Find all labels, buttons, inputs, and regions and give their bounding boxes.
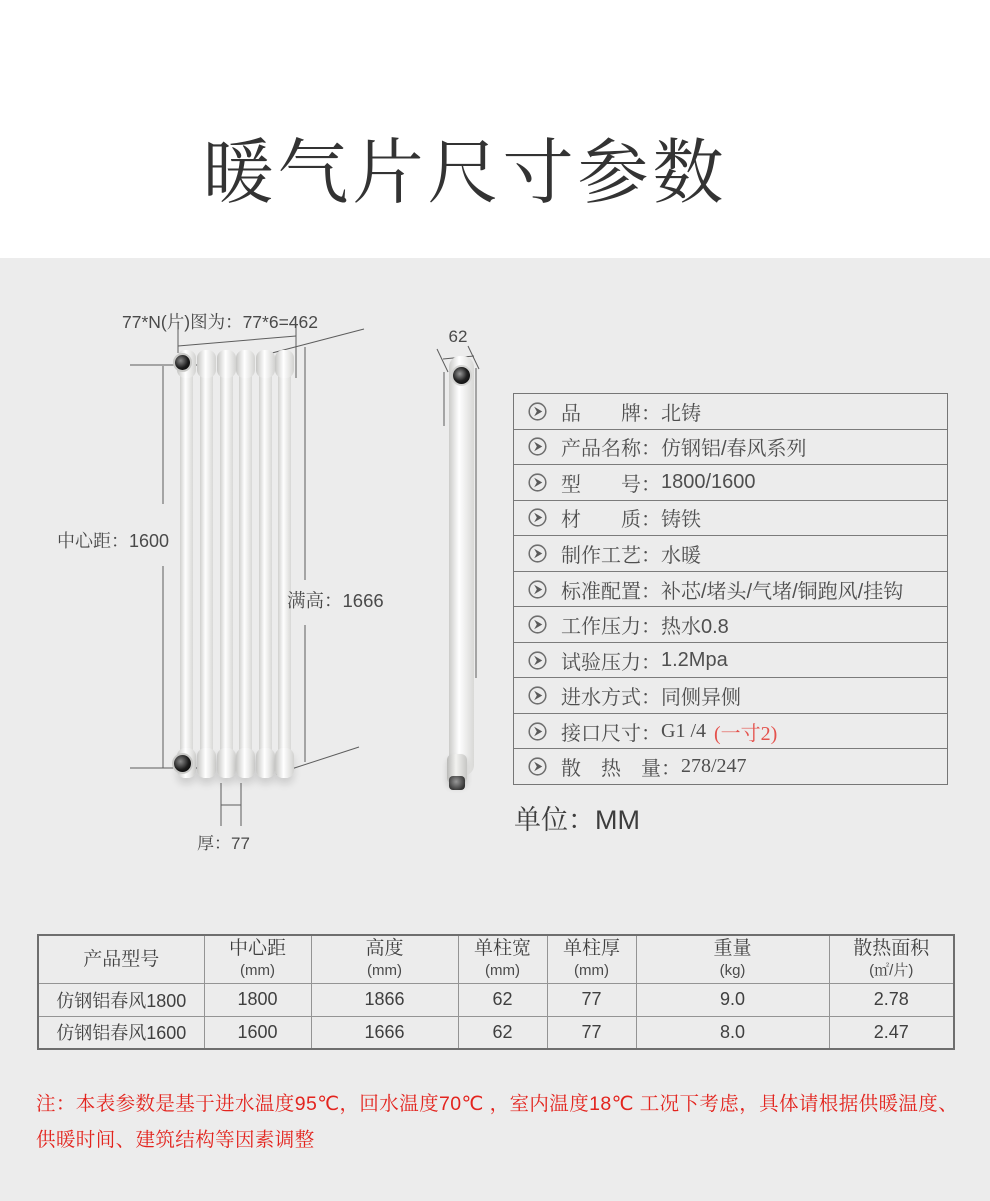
col-header-weight: 重量 (kg) [636, 935, 829, 983]
spec-row-test-pressure [514, 642, 947, 678]
arrow-circle-icon [527, 614, 548, 635]
col-header-heat-area: 散热面积 (㎡/片) [829, 935, 954, 983]
cell-model: 仿钢铝春风1800 [38, 983, 204, 1016]
radiator-tube [220, 370, 233, 754]
spec-row-interface-size [514, 713, 947, 749]
radiator-side-column [449, 356, 474, 776]
cell-center-distance: 1800 [204, 983, 311, 1016]
valve-port-icon [172, 753, 193, 774]
spec-value: 278/247 [681, 755, 747, 778]
spec-row-standard-config [514, 571, 947, 607]
cell-height: 1866 [311, 983, 458, 1016]
footnote: 注：本表参数是基于进水温度95℃，回水温度70℃ ，室内温度18℃ 工况下考虑，具体请根据供暖温度、供暖时间、建筑结构等因素调整 [36, 1093, 959, 1151]
spec-row-working-pressure [514, 606, 947, 642]
arrow-circle-icon [527, 756, 548, 777]
radiator-tube [200, 370, 213, 754]
spec-row-brand [514, 394, 947, 429]
radiator-bottom-cap [275, 748, 294, 778]
arrow-circle-icon [527, 472, 548, 493]
cell-model: 仿钢铝春风1600 [38, 1016, 204, 1049]
radiator-top-cap [197, 350, 216, 378]
radiator-bottom-cap [256, 748, 275, 778]
arrow-circle-icon [527, 507, 548, 528]
spec-value: 仿钢铝/春风系列 [661, 438, 807, 461]
table-row [38, 1016, 954, 1049]
cell-column-thickness: 77 [547, 1016, 636, 1049]
radiator-tube [239, 370, 252, 754]
spec-row-heat-output [514, 748, 947, 784]
spec-label: 产品名称： [561, 438, 661, 461]
radiator-front-view [177, 350, 297, 780]
spec-label: 品 牌： [561, 402, 661, 425]
spec-value: 铸铁 [661, 509, 701, 532]
cell-column-width: 62 [458, 1016, 547, 1049]
cell-column-thickness: 77 [547, 983, 636, 1016]
dimension-table [37, 934, 955, 1050]
spec-row-product-name [514, 429, 947, 465]
cell-heat-area: 2.78 [829, 983, 954, 1016]
radiator-bottom-cap [217, 748, 236, 778]
thickness-label: 厚：77 [197, 834, 250, 853]
cell-center-distance: 1600 [204, 1016, 311, 1049]
col-header-height: 高度 (mm) [311, 935, 458, 983]
arrow-circle-icon [527, 721, 548, 742]
spec-label: 散 热 量： [561, 758, 681, 781]
cell-weight: 9.0 [636, 983, 829, 1016]
spec-value-note: (一寸2) [714, 722, 778, 745]
arrow-circle-icon [527, 650, 548, 671]
radiator-bottom-cap [197, 748, 216, 778]
arrow-circle-icon [527, 436, 548, 457]
full-height-label: 满高：1666 [287, 590, 384, 611]
col-header-column-thickness: 单柱厚 (mm) [547, 935, 636, 983]
spec-value: 北铸 [661, 402, 701, 425]
col-header-model: 产品型号 [38, 935, 204, 983]
spec-label: 接口尺寸： [561, 722, 661, 745]
spec-value: 同侧异侧 [661, 687, 741, 710]
spec-value: 水暖 [661, 544, 701, 567]
radiator-top-cap [256, 350, 275, 378]
table-header-row [38, 935, 954, 983]
spec-row-model [514, 464, 947, 500]
spec-value: 补芯/堵头/气堵/铜跑风/挂钩 [661, 580, 904, 603]
valve-port-icon [451, 365, 472, 386]
spec-label: 制作工艺： [561, 544, 661, 567]
spec-label: 标准配置： [561, 580, 661, 603]
spec-section [0, 258, 990, 1201]
spec-value: 1.2Mpa [661, 648, 728, 671]
unit-label: 单位：MM [514, 805, 640, 835]
spec-label: 工作压力： [561, 616, 661, 639]
radiator-tube [180, 370, 193, 754]
header-band [0, 0, 990, 258]
spec-value: 1800/1600 [661, 470, 756, 493]
radiator-side-view [449, 356, 474, 793]
radiator-top-cap [217, 350, 236, 378]
spec-list [513, 393, 948, 785]
arrow-circle-icon [527, 543, 548, 564]
spec-row-water-inlet [514, 677, 947, 713]
table-row [38, 983, 954, 1016]
side-width-label: 62 [448, 327, 468, 346]
spec-label: 试验压力： [561, 651, 661, 674]
spec-label: 进水方式： [561, 687, 661, 710]
spec-row-material [514, 500, 947, 536]
cell-weight: 8.0 [636, 1016, 829, 1049]
radiator-top-cap [236, 350, 255, 378]
width-formula-label: 77*N(片)图为：77*6=462 [122, 312, 318, 332]
cell-heat-area: 2.47 [829, 1016, 954, 1049]
radiator-tube [259, 370, 272, 754]
arrow-circle-icon [527, 401, 548, 422]
valve-port-icon [173, 353, 192, 372]
spec-label: 材 质： [561, 509, 661, 532]
valve-port-icon [449, 776, 465, 790]
spec-value: G1 /4 [661, 719, 706, 742]
cell-height: 1666 [311, 1016, 458, 1049]
center-distance-label: 中心距：1600 [57, 531, 170, 551]
spec-row-craft [514, 535, 947, 571]
radiator-top-cap [275, 350, 294, 378]
radiator-bottom-cap [236, 748, 255, 778]
col-header-center-distance: 中心距 (mm) [204, 935, 311, 983]
arrow-circle-icon [527, 579, 548, 600]
col-header-column-width: 单柱宽 (mm) [458, 935, 547, 983]
arrow-circle-icon [527, 685, 548, 706]
spec-value: 热水0.8 [661, 616, 729, 639]
radiator-tube [278, 370, 291, 754]
page-title: 暖气片尺寸参数 [202, 134, 728, 213]
cell-column-width: 62 [458, 983, 547, 1016]
spec-label: 型 号： [561, 473, 661, 496]
